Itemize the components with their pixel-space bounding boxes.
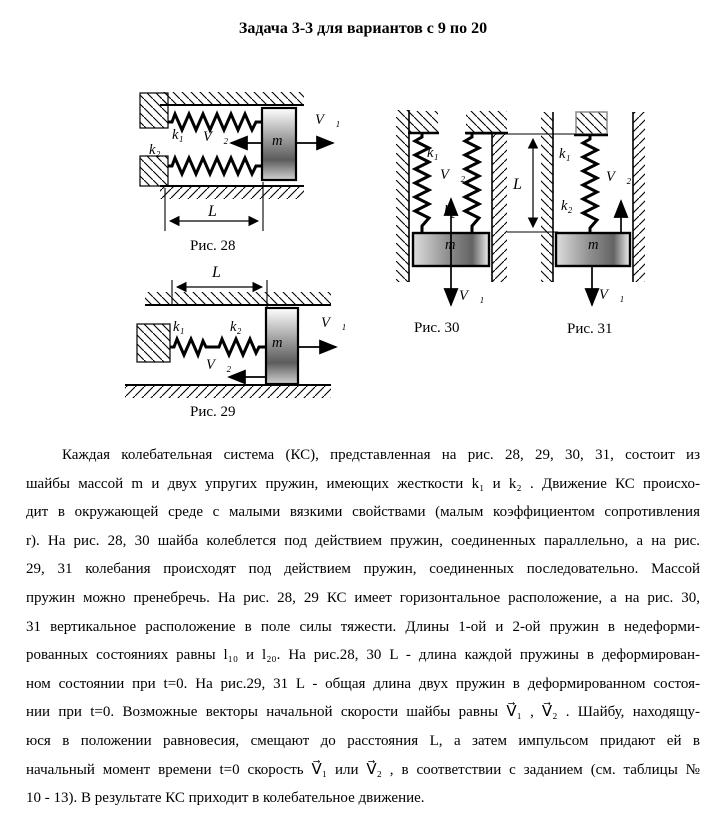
fig30-label-v2: V⃗₂	[440, 167, 466, 183]
fig31-diagram	[541, 112, 645, 305]
fig29-label-m: m	[272, 335, 283, 351]
text-line: Каждая колебательная система (КС), представленная на рис. 28, 29, 30, 31, состоит из	[62, 447, 700, 463]
fig28-diagram	[140, 92, 333, 231]
fig31-spring-k1-k2	[583, 135, 597, 233]
fig28-label-L: L	[208, 203, 217, 220]
text-line: 31 вертикальное расположение в поле силы тяжести. Длины 1-ой и 2-ой пружин в недеформи-	[26, 618, 700, 635]
fig29-wall-left	[137, 324, 170, 362]
fig28-wall-left-upper	[140, 93, 168, 128]
fig29-label-v2: V⃗₂	[206, 357, 232, 373]
text-line: шайбы массой m и двух упругих пружин, имеющих жесткости k₁ и k₂ . Движение КС происхо-	[26, 475, 700, 492]
fig29-wall-bottom	[125, 385, 331, 398]
fig31-label-v2: V⃗₂	[606, 169, 632, 185]
fig28-label-k2: k₂	[149, 142, 161, 158]
fig31-ceiling-block	[574, 112, 608, 135]
text-line: ном состоянии при t=0. На рис.29, 31 L - общая длина двух пружин в деформированном состоя-	[26, 675, 700, 692]
fig30-label-L: L	[513, 176, 522, 193]
fig30-wall-middle	[492, 133, 507, 282]
fig29-label-k1: k₁	[173, 319, 185, 335]
fig30-label-m: m	[445, 237, 456, 253]
text-line: рованных состояниях равны l₁₀ и l₂₀. На рис.28, 30 L - длина каждой пружины в деформирован-	[26, 647, 700, 664]
fig31-label-m: m	[588, 237, 599, 253]
fig28-label-v2: V⃗₂	[203, 129, 229, 145]
fig28-wall-top	[160, 92, 304, 105]
fig28-label-m: m	[272, 133, 283, 149]
fig31-label-k1: k₁	[559, 146, 571, 162]
fig30-label-k2: k₂	[444, 203, 456, 219]
fig30-ceiling-right	[465, 111, 508, 133]
text-line: 29, 31 колебания происходят под действием пружин, соединенных последовательно. Массой	[26, 561, 700, 578]
fig28-label-v1: V⃗₁	[315, 112, 341, 128]
fig30-spring-k2	[465, 133, 479, 233]
fig28-wall-left-lower	[140, 156, 168, 186]
fig29-diagram	[125, 280, 336, 398]
fig31-wall-right	[633, 112, 645, 282]
fig31-label-k2: k₂	[561, 198, 573, 214]
fig28-caption: Рис. 28	[190, 238, 236, 254]
text-line: нии при t=0. Возможные векторы начальной скорости шайбы равны V⃗₁ , V⃗₂ . Шайбу, находящу-	[26, 704, 700, 721]
fig29-label-v1: V⃗₁	[321, 315, 347, 331]
fig29-caption: Рис. 29	[190, 404, 236, 420]
text-line: юся в положении равновесия, смещают до расстояния L, а затем импульсом придают ей в	[26, 732, 700, 749]
text-line: дит в окружающей среде с малыми вязкими свойствами (малым коэффициентом сопротивления	[26, 504, 700, 521]
text-line: начальный момент времени t=0 скорость V⃗₁ или V⃗₂ , в соответствии с заданием (см. таблицы №	[26, 761, 700, 778]
fig31-label-v1: V⃗₁	[599, 287, 625, 303]
fig29-label-L: L	[212, 264, 221, 281]
fig28-wall-bottom	[160, 186, 304, 199]
fig31-caption: Рис. 31	[567, 321, 613, 337]
page-title: Задача 3-3 для вариантов с 9 по 20	[238, 20, 488, 37]
fig30-label-k1: k₁	[427, 145, 439, 161]
fig30-label-v1: V⃗₁	[459, 288, 485, 304]
text-line: пружин можно пренебречь. На рис. 28, 29 КС имеет горизонтальное расположение, а на рис. 30,	[26, 589, 700, 606]
fig29-wall-top	[145, 292, 331, 305]
text-line: r). На рис. 28, 30 шайба колеблется под действием пружин, соединенных параллельно, а на рис.	[26, 532, 700, 549]
fig30-caption: Рис. 30	[414, 320, 460, 336]
fig31-wall-left	[541, 112, 553, 282]
fig28-label-k1: k₁	[172, 127, 184, 143]
problem-text	[26, 441, 700, 813]
fig28-spring-k2	[168, 158, 262, 174]
fig29-spring-series	[170, 339, 266, 355]
text-line: 10 - 13). В результате КС приходит в колебательное движение.	[26, 790, 425, 807]
fig30-ceiling-left	[408, 111, 439, 133]
fig29-label-k2: k₂	[230, 319, 242, 335]
fig30-wall-left	[396, 110, 409, 282]
